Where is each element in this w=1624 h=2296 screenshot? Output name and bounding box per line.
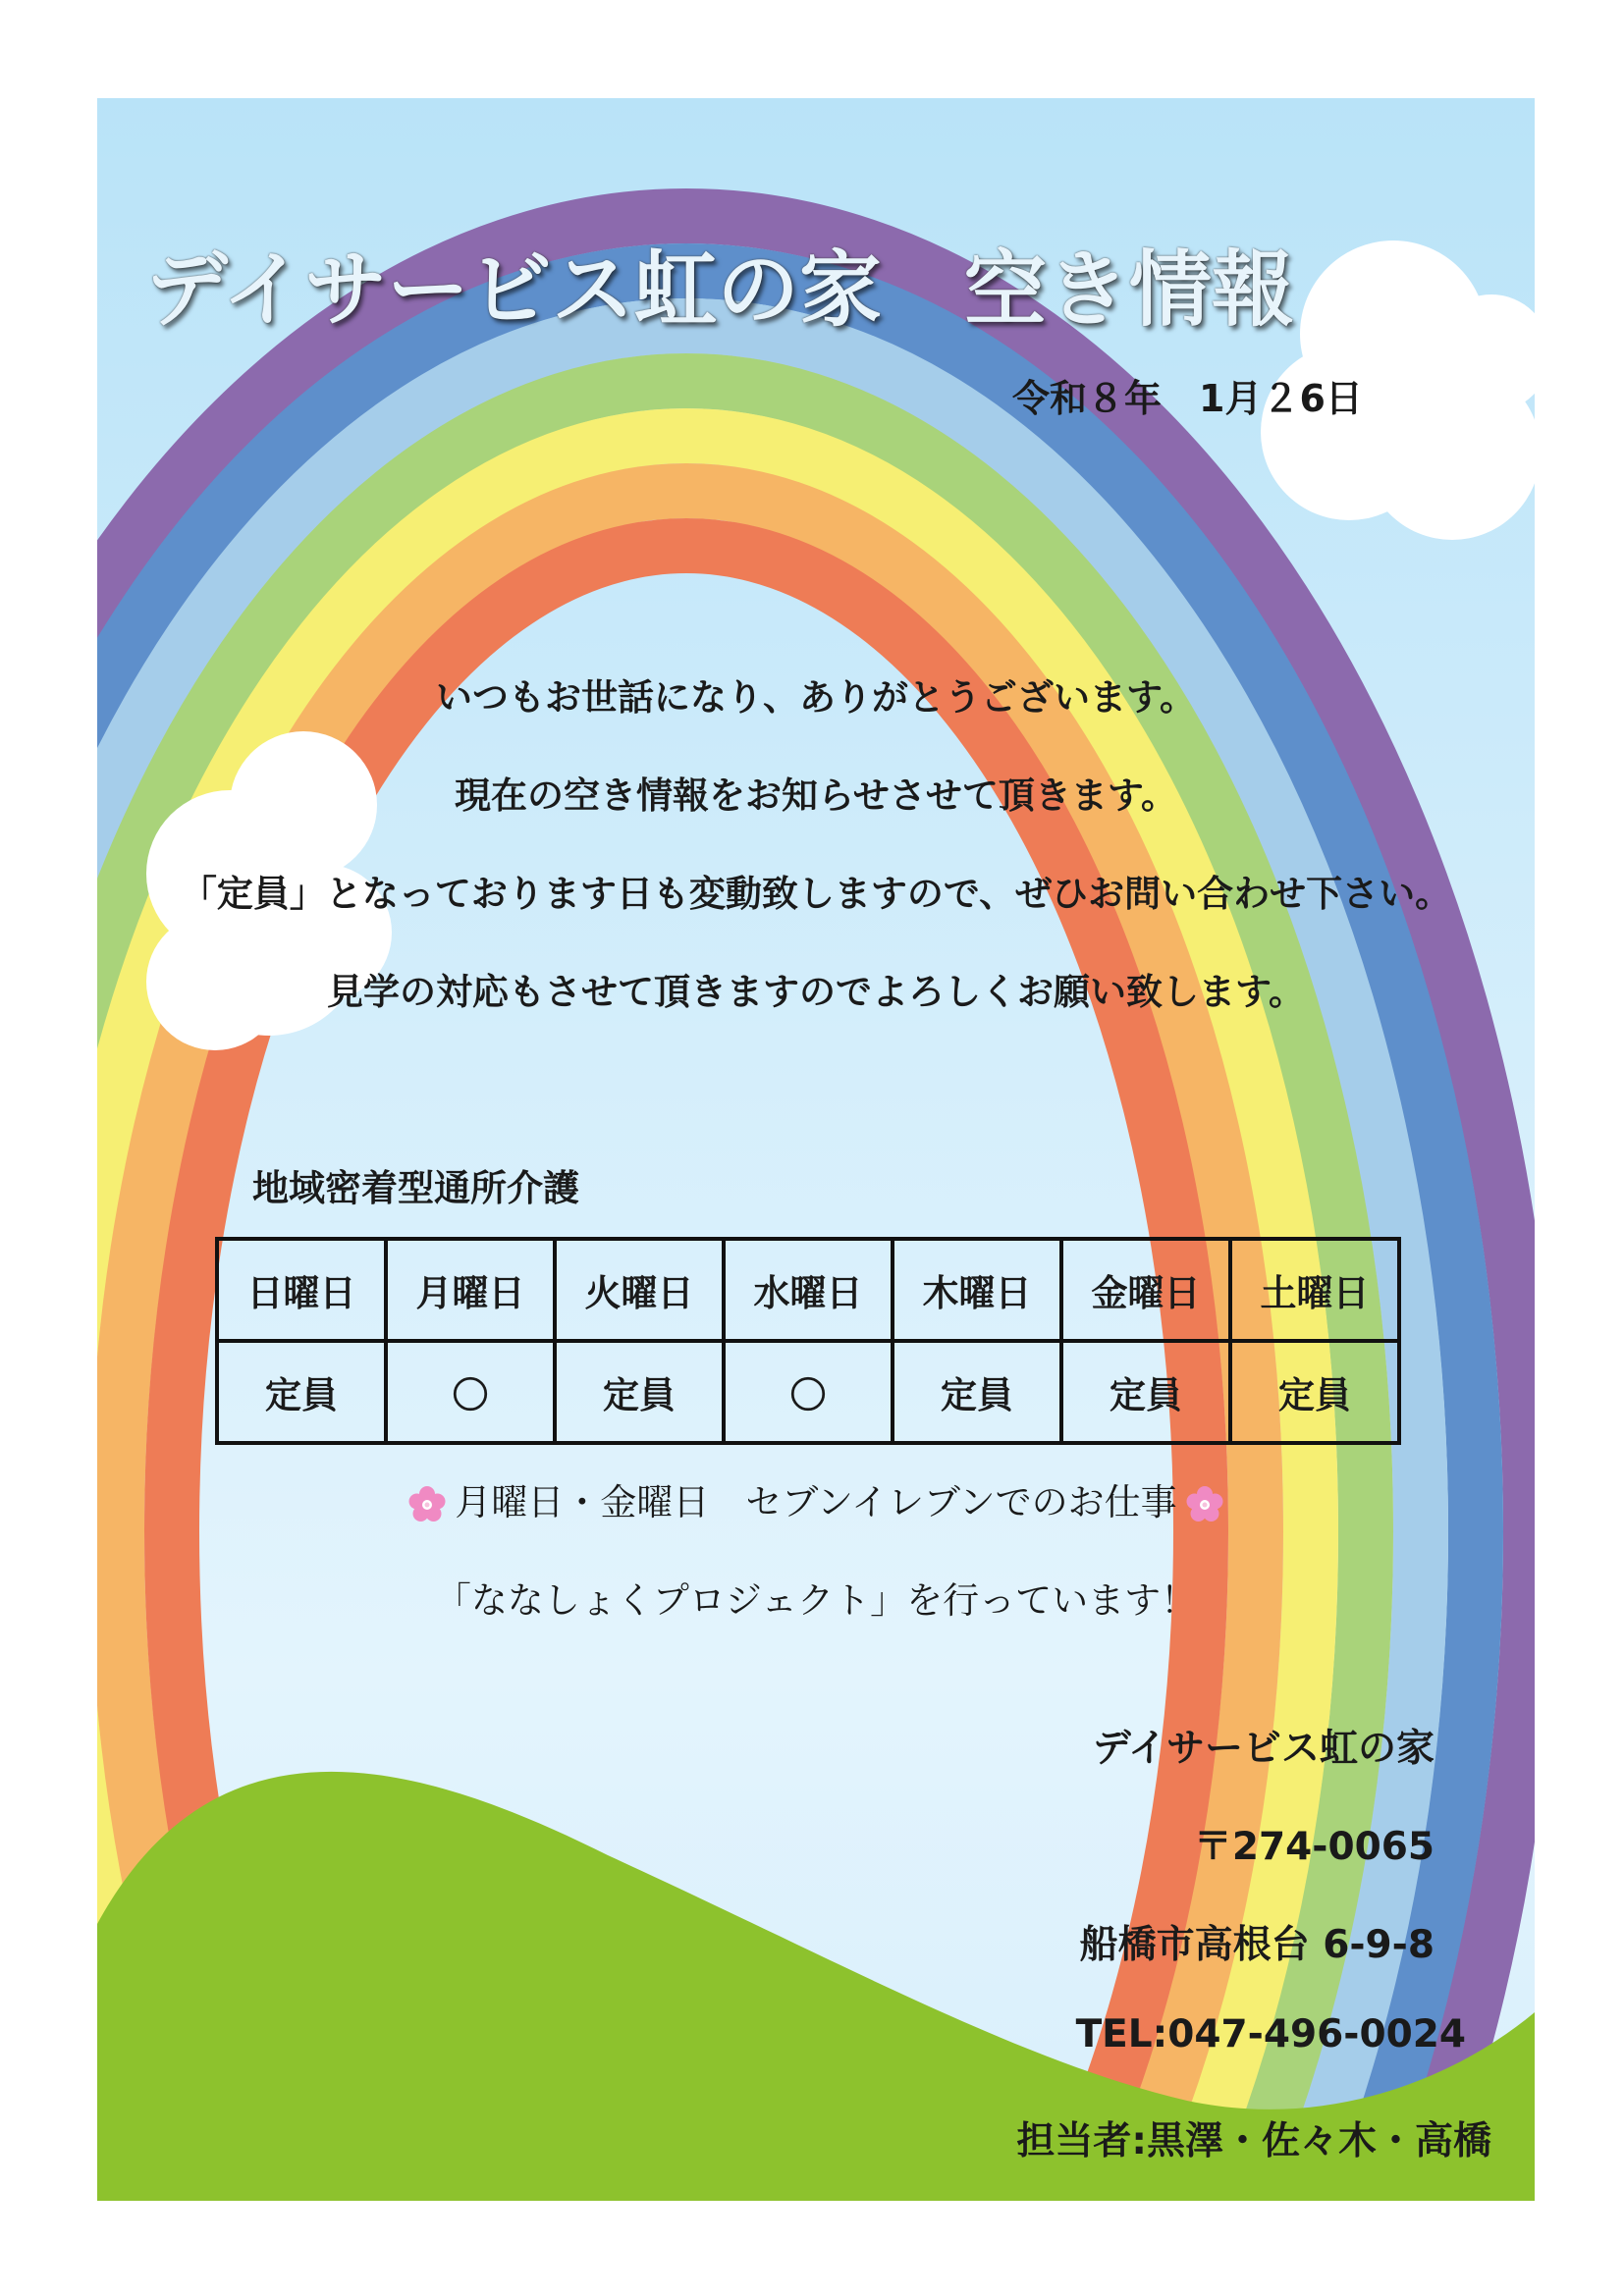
contact-address: 船橋市高根台 6-9-8 xyxy=(1079,1923,1435,1967)
header-sunday: 日曜日 xyxy=(217,1239,386,1341)
value-monday: 〇 xyxy=(386,1341,555,1443)
message-line-1: いつもお世話になり、ありがとうございます。 xyxy=(435,676,1197,719)
table-row xyxy=(217,1341,1399,1443)
value-wednesday: 〇 xyxy=(724,1341,893,1443)
header-friday: 金曜日 xyxy=(1061,1239,1230,1341)
table-header-row xyxy=(217,1239,1399,1341)
message-line-4: 見学の対応もさせて頂きますのでよろしくお願い致します。 xyxy=(326,971,1306,1013)
contact-postal: 〒274-0065 xyxy=(1193,1825,1435,1869)
header-tuesday: 火曜日 xyxy=(555,1239,724,1341)
header-monday: 月曜日 xyxy=(386,1239,555,1341)
message-line-2: 現在の空き情報をお知らせさせて頂きます。 xyxy=(455,774,1177,817)
notice-text: 月曜日・金曜日 セブンイレブンでのお仕事 xyxy=(455,1481,1177,1523)
value-thursday: 定員 xyxy=(893,1341,1061,1443)
header-saturday: 土曜日 xyxy=(1230,1239,1399,1341)
contact-tel: TEL:047-496-0024 xyxy=(1075,2012,1466,2056)
contact-name: デイサービス虹の家 xyxy=(1092,1727,1435,1771)
poster xyxy=(97,98,1535,2201)
notice-line xyxy=(97,1472,1535,1525)
value-saturday: 定員 xyxy=(1230,1341,1399,1443)
header-thursday: 木曜日 xyxy=(893,1239,1061,1341)
flower-icon xyxy=(407,1485,447,1524)
value-tuesday: 定員 xyxy=(555,1341,724,1443)
header-wednesday: 水曜日 xyxy=(724,1239,893,1341)
page-title: デイサービス虹の家 空き情報 xyxy=(144,241,1295,338)
date-text: 令和８年 1月２6日 xyxy=(1012,377,1363,420)
section-label: 地域密着型通所介護 xyxy=(252,1167,579,1209)
flower-icon xyxy=(1185,1485,1224,1524)
message-line-3: 「定員」となっております日も変動致しますので、ぜひお問い合わせ下さい。 xyxy=(180,873,1452,915)
contact-staff: 担当者:黒澤・佐々木・高橋 xyxy=(1016,2119,1491,2163)
schedule-table xyxy=(215,1237,1401,1445)
value-sunday: 定員 xyxy=(217,1341,386,1443)
project-text: 「ななしょくプロジェクト」を行っています！ xyxy=(434,1579,1198,1622)
value-friday: 定員 xyxy=(1061,1341,1230,1443)
